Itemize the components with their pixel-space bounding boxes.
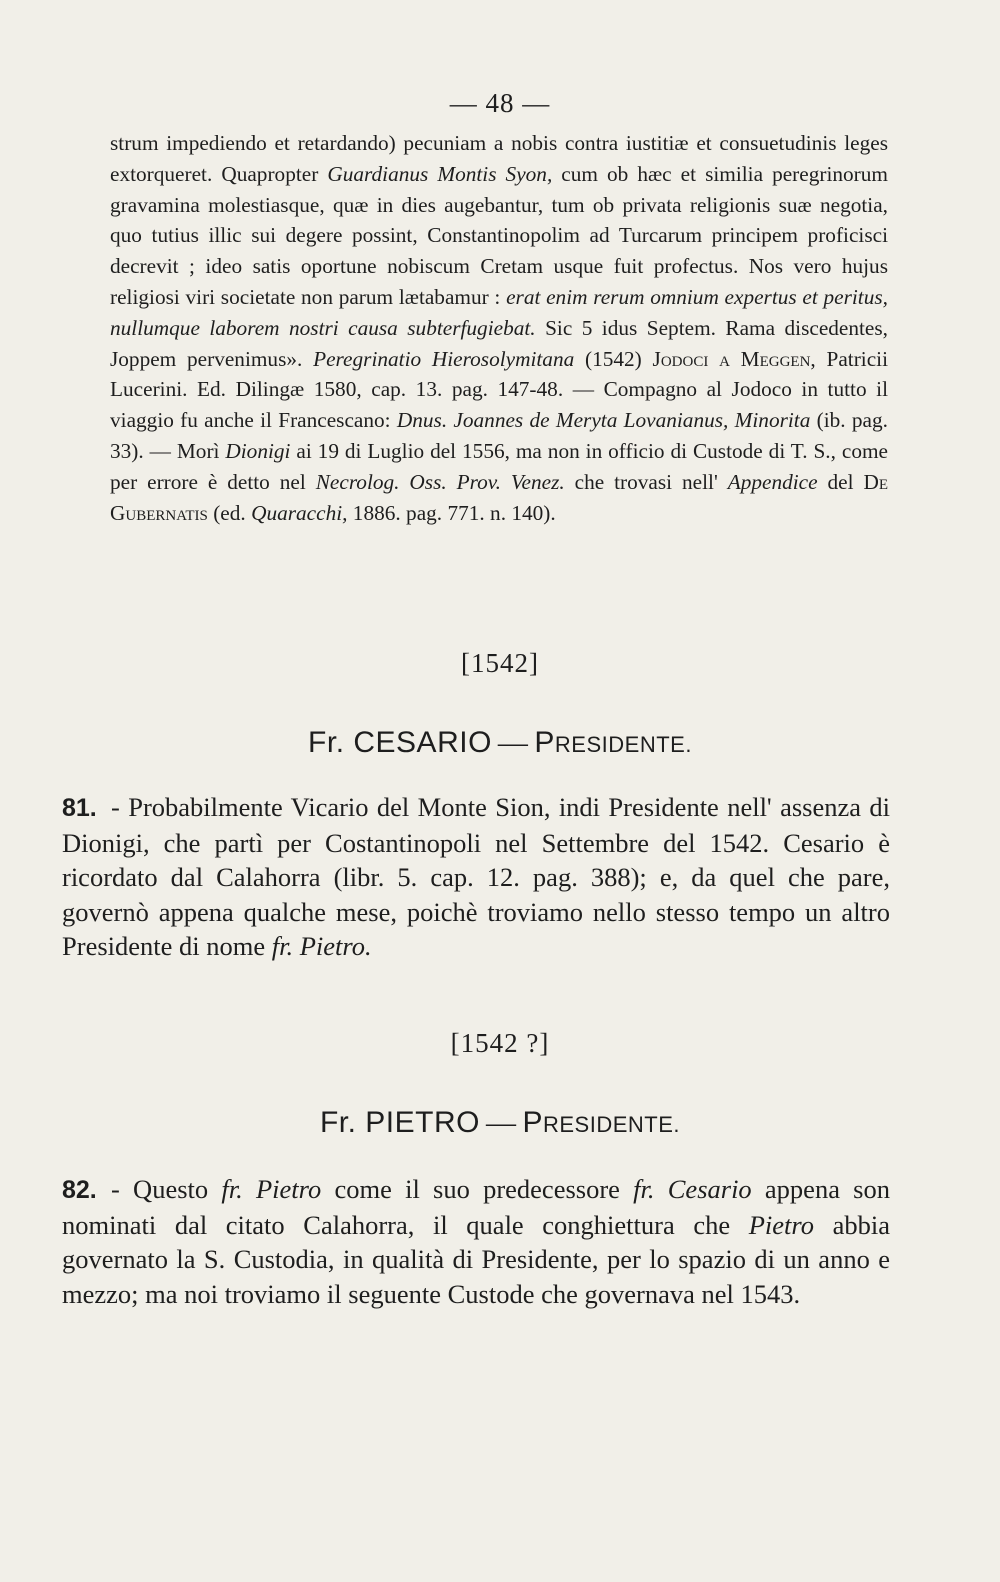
heading-title-initial: P bbox=[534, 726, 555, 759]
entry-number: 82. bbox=[62, 1176, 97, 1204]
heading-title-rest: RESIDENTE. bbox=[543, 1112, 681, 1137]
text-run: del bbox=[817, 469, 864, 494]
text-run: cum ob hæc et similia peregrinorum gravamina molestiasque, quæ in dies augebantur, tum ob privata religionis suæ negotia, quo tutius illic sui degere possint, Constantinopolim ad Turcarum principem proficisci decrevit ; ideo satis oportune nobiscum Cretam usque fuit profectus. Nos vero hujus religiosi viri societate non parum lætabamur : bbox=[110, 161, 888, 309]
page-number: — 48 — bbox=[449, 88, 551, 118]
heading-name: . PIETRO bbox=[347, 1106, 480, 1139]
italic-run: erat enim rerum omnium expertus et peritus, nullumque laborem nostri causa subterfugiebat. bbox=[110, 284, 888, 340]
italic-run: Necrolog. Oss. Prov. Venez. bbox=[315, 469, 565, 494]
entry-82 bbox=[62, 1172, 890, 1311]
text-run: 1886. pag. 771. n. 140). bbox=[347, 500, 556, 525]
italic-run: Pietro bbox=[748, 1209, 814, 1240]
italic-run: fr. Pietro. bbox=[271, 931, 372, 961]
text-run: ai 19 di Luglio del 1556, ma non in officio di Custode di T. S., come per errore è detto nel bbox=[110, 438, 888, 494]
italic-run: Peregrinatio Hierosolymitana bbox=[313, 346, 575, 371]
entry-81 bbox=[62, 790, 890, 964]
footnote-text bbox=[110, 128, 888, 528]
text-run: appena son nominati dal citato Calahorra, il quale conghiettura che bbox=[62, 1174, 890, 1240]
text-run: Questo bbox=[119, 1174, 222, 1204]
text-run: che trovasi nell' bbox=[564, 469, 728, 494]
heading-title-rest: RESIDENTE. bbox=[554, 732, 692, 757]
entry-dash: - bbox=[111, 1174, 120, 1204]
entry-dash: - bbox=[111, 792, 120, 822]
section-heading-cesario bbox=[0, 726, 1000, 760]
smallcaps-run: Jodoci a Meggen bbox=[652, 346, 811, 371]
italic-run: Appendice bbox=[727, 469, 818, 494]
italic-run: fr. Cesario bbox=[633, 1174, 752, 1204]
section-year-1542-question: [1542 ?] bbox=[450, 1028, 550, 1058]
heading-dash: — bbox=[497, 726, 529, 759]
italic-run: Dnus. Joannes de Meryta Lovanianus, Minorita bbox=[396, 408, 811, 433]
heading-title-initial: P bbox=[522, 1106, 543, 1139]
text-run: (1542) bbox=[574, 346, 653, 371]
text-run: , Patricii Lucerini. Ed. Dilingæ 1580, cap. 13. pag. 147-48. — Compagno al Jodoco in tutto il viaggio fu anche il Francescano: bbox=[110, 346, 888, 433]
section-heading-pietro bbox=[0, 1106, 1000, 1140]
heading-name: . CESARIO bbox=[335, 726, 492, 759]
heading-fr: Fr bbox=[319, 1106, 348, 1139]
italic-run: Quaracchi, bbox=[251, 500, 348, 525]
text-run: (ib. pag. 33). — Morì bbox=[110, 408, 888, 463]
text-run: strum impediendo et retardando) pecuniam a nobis contra iustitiæ et consuetudinis leges extorqueret. Quapropter bbox=[110, 131, 888, 186]
section-year-1542: [1542] bbox=[461, 648, 539, 678]
text-run: abbia governato la S. Custodia, in qualità di Presidente, per lo spazio di un anno e mezzo; ma noi troviamo il seguente Custode che governava nel 1543. bbox=[62, 1209, 890, 1309]
italic-run: Dionigi bbox=[225, 438, 291, 463]
text-run: Sic 5 idus Septem. Rama discedentes, Joppem pervenimus». bbox=[110, 315, 888, 371]
text-run: Probabilmente Vicario del Monte Sion, indi Presidente nell' assenza di Dionigi, che partì per Costantinopoli nel Settembre del 1542. Cesario è ricordato dal Calahorra (libr. 5. cap. 12. pag. 388); e, da quel che pare, governò appena qualche mese, poichè troviamo nello stesso tempo un altro Presidente di nome bbox=[62, 792, 890, 961]
text-run: (ed. bbox=[207, 500, 252, 525]
heading-fr: Fr bbox=[308, 726, 336, 759]
italic-run: Guardianus Montis Syon, bbox=[327, 161, 553, 186]
text-run: come il suo predecessore bbox=[321, 1174, 634, 1204]
heading-dash: — bbox=[485, 1106, 517, 1139]
smallcaps-run: De Gubernatis bbox=[110, 469, 889, 525]
entry-number: 81. bbox=[62, 794, 97, 822]
italic-run: fr. Pietro bbox=[221, 1174, 322, 1204]
